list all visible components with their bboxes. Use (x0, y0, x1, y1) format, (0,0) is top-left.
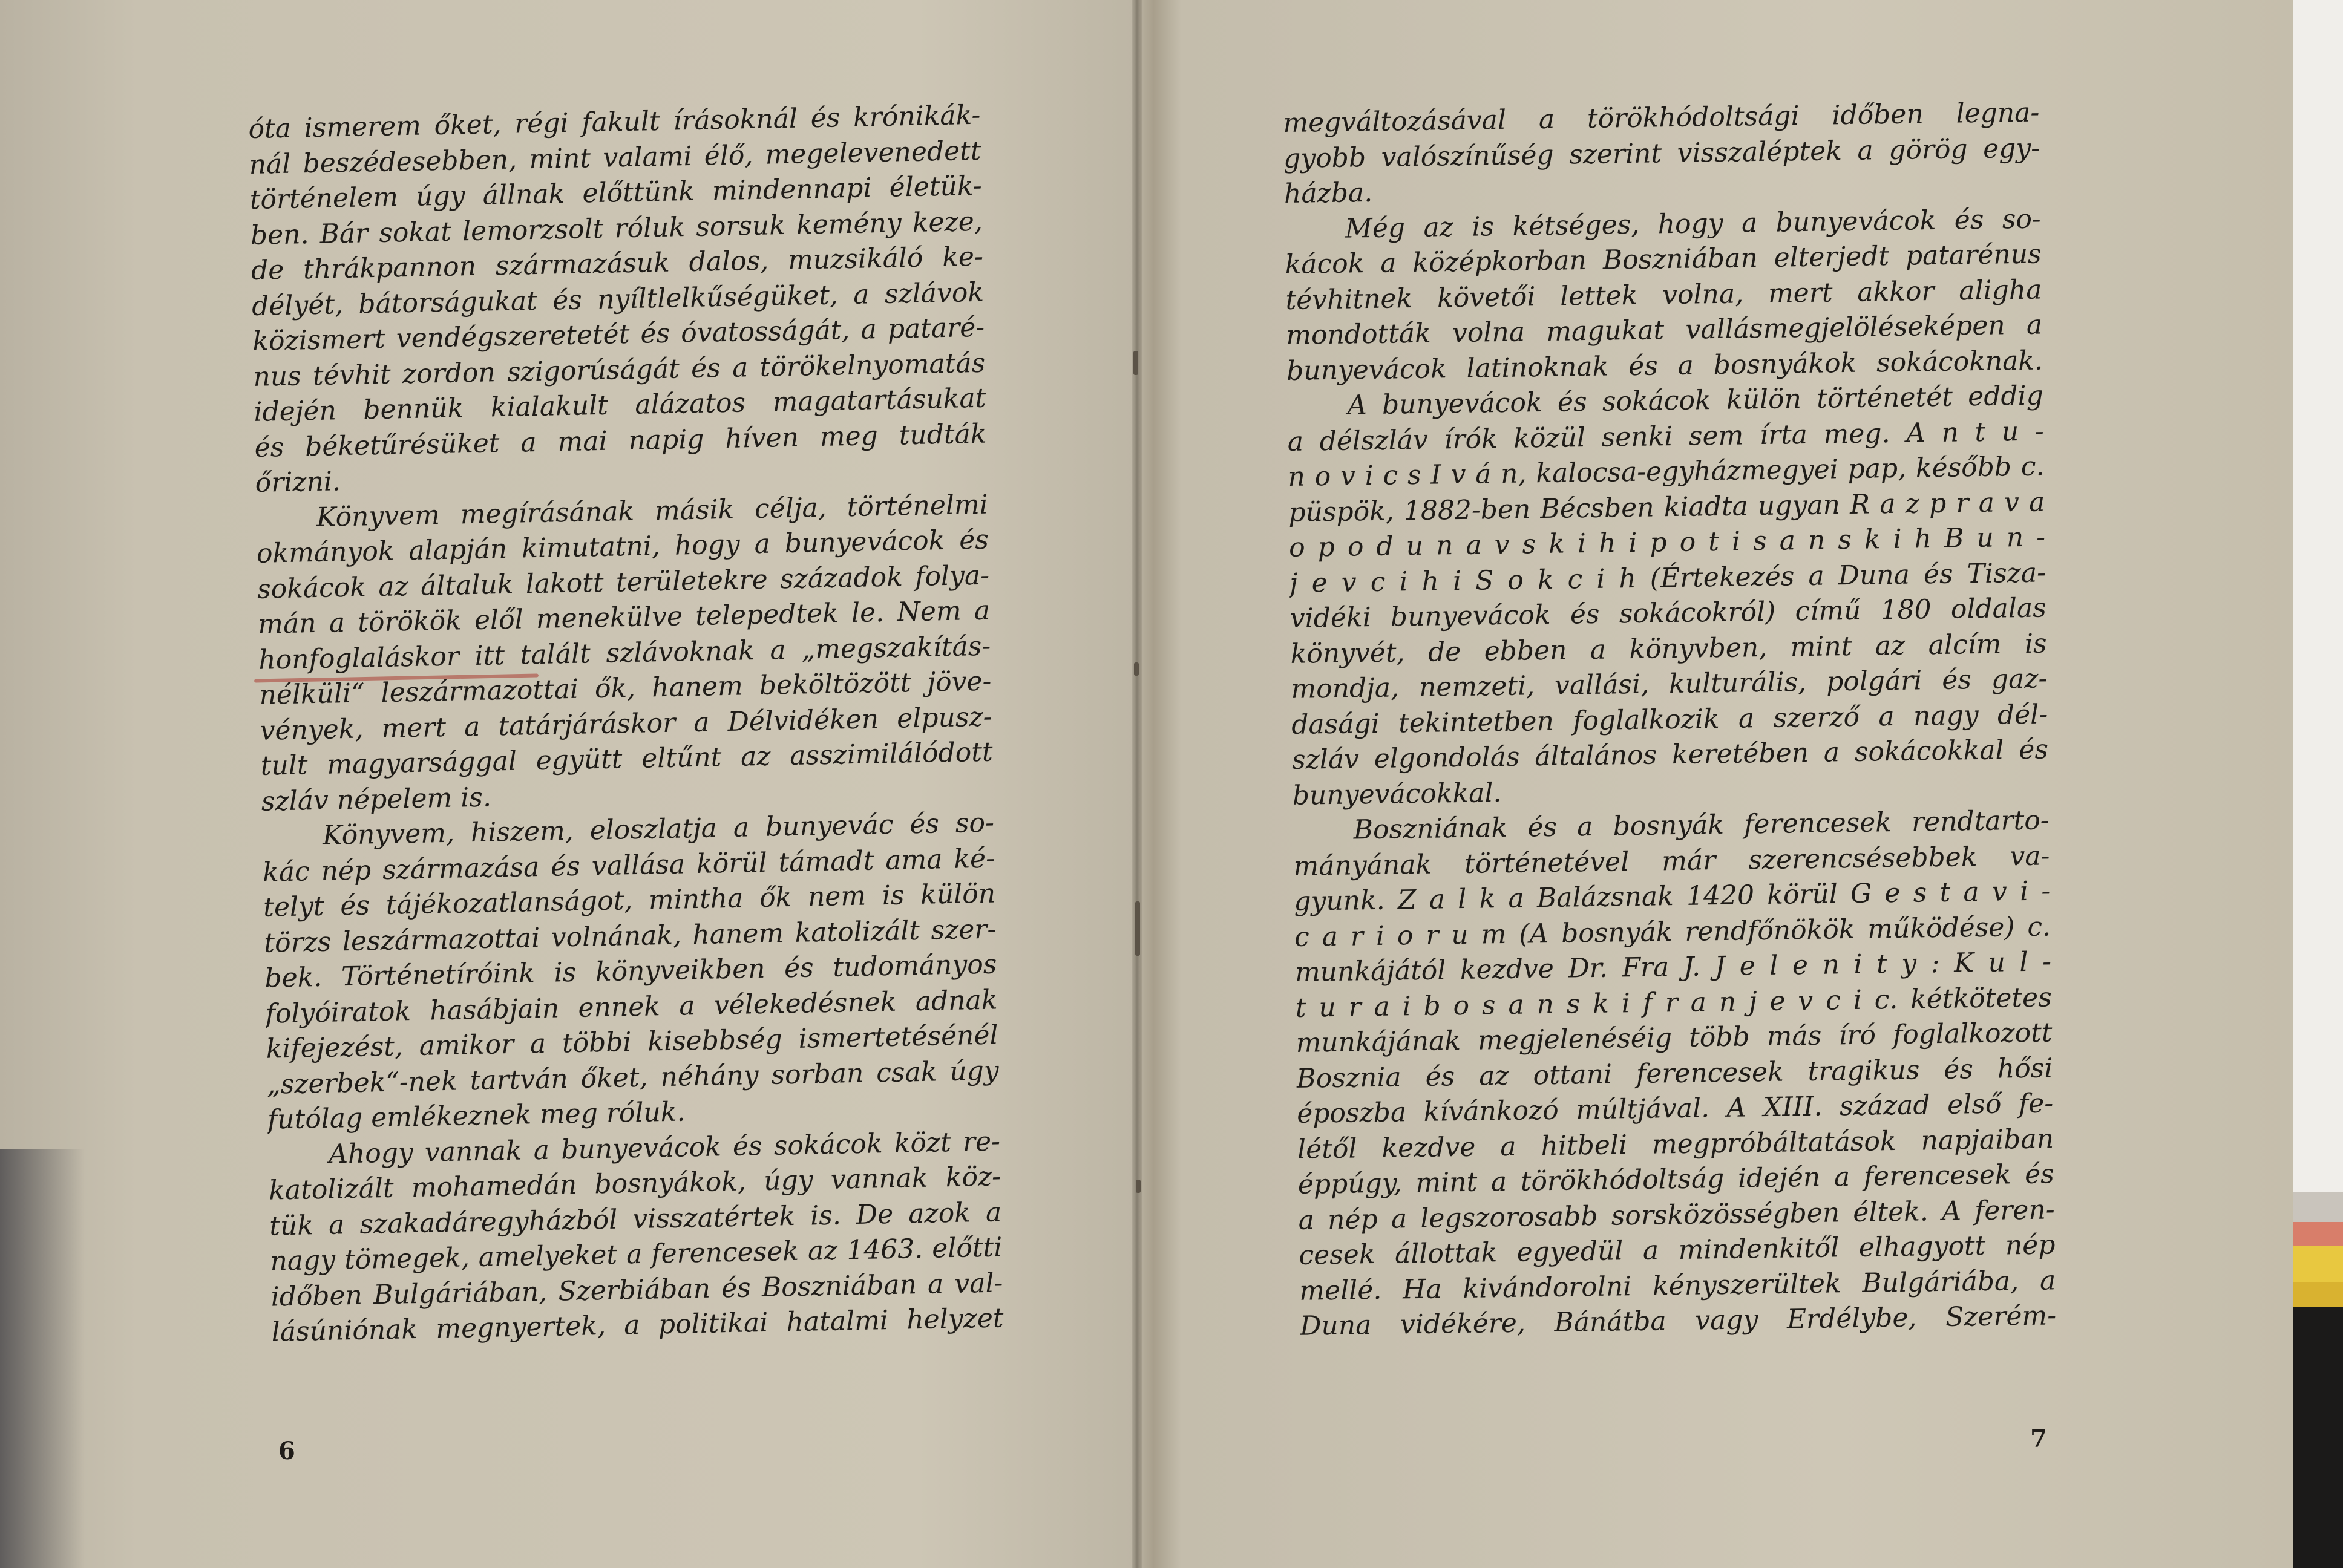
text-line: munkájától kezdve Dr. Fra J. J e l e n i t y : K u l - (1294, 946, 2052, 988)
text-line: okmányok alapján kimutatni, hogy a bunyevácok és (256, 524, 989, 569)
background-edge (2293, 0, 2343, 1568)
text-line: n o v i c s I v á n, kalocsa-egyházmegyei pap, később c. (1288, 451, 2045, 492)
text-line: éppúgy, mint a törökhódoltság idején a ferencesek és (1297, 1158, 2055, 1200)
text-line: óta ismerem őket, régi fakult írásoknál és krónikák- (248, 99, 981, 145)
spine-stitch (1135, 901, 1140, 956)
text-line: „szerbek“-nek tartván őket, néhány sorban csak úgy (266, 1054, 1000, 1100)
cover-stripe (2293, 1282, 2343, 1307)
page-number-left: 6 (278, 1437, 295, 1465)
text-line: közismert vendégszeretetét és óvatosságát, a pataré- (252, 312, 985, 357)
text-line: püspök, 1882-ben Bécsben kiadta ugyan R a z p r a v a (1288, 486, 2045, 528)
text-line: őrizni. (255, 466, 341, 498)
text-line: könyvét, de ebben a könyvben, mint az alcím is (1290, 627, 2047, 670)
text-line: honfoglaláskor itt talált szlávoknak a „megszakítás- (258, 630, 991, 676)
text-line: szláv népelem is. (261, 782, 492, 817)
text-line: ben. Bár sokat lemorzsolt róluk sorsuk kemény keze, (250, 206, 983, 251)
text-line: bunyevácok latinoknak és a bosnyákok sokácoknak. (1286, 345, 2043, 387)
text-line: folyóiratok hasábjain ennek a vélekedésnek adnak (265, 984, 998, 1030)
finger-shadow (0, 1149, 85, 1568)
cover-stripe (2293, 1246, 2343, 1282)
text-line: délyét, bátorságukat és nyíltlelkűségüket, a szlávok (251, 276, 985, 322)
text-line: nus tévhit zordon szigorúságát és a törökelnyomatás (252, 347, 986, 393)
right-page (1283, 96, 2056, 1345)
text-line: történelem úgy állnak előttünk mindennapi életük- (249, 170, 983, 215)
text-line: mán a törökök elől menekülve telepedtek le. Nem a (257, 595, 991, 640)
text-line: kifejezést, amikor a többi kisebbség ismertetésénél (266, 1019, 999, 1065)
text-line: c a r i o r u m (A bosnyák rendfőnökök működése) c. (1294, 910, 2051, 953)
page-number-right: 7 (2030, 1425, 2047, 1453)
text-line: megváltozásával a törökhódoltsági időben legna- (1283, 97, 2040, 139)
spine-stitch (1134, 662, 1139, 676)
text-line: nál beszédesebben, mint valami élő, megelevenedett (249, 135, 981, 180)
text-line: tult magyarsággal együtt eltűnt az asszimilálódott (260, 736, 994, 782)
text-line: Még az is kétséges, hogy a bunyevácok és so- (1345, 203, 2042, 244)
text-line: bunyevácokkal. (1292, 777, 1502, 811)
text-line: vények, mert a tatárjáráskor a Délvidéken elpusz- (260, 701, 992, 746)
text-line: dasági tekintetben foglalkozik a szerző a nagy dél- (1291, 698, 2048, 740)
text-line: époszba kívánkozó múltjával. A XIII. század első fe- (1296, 1088, 2054, 1129)
text-line: Könyvem, hiszem, eloszlatja a bunyevác és so- (322, 807, 995, 851)
spine-stitch (1133, 351, 1138, 375)
text-line: házba. (1283, 177, 1373, 209)
text-line: sokácok az általuk lakott területekre századok folya- (257, 560, 990, 605)
cover-stripe (2293, 0, 2343, 1192)
text-line: vidéki bunyevácok és sokácokról) című 180 oldalas (1289, 592, 2047, 634)
text-line: kácok a középkorban Boszniában elterjedt patarénus (1285, 238, 2042, 280)
text-line: időben Bulgáriában, Szerbiában és Boszniában a val- (270, 1267, 1003, 1313)
book-spine (1132, 0, 1142, 1568)
text-line: t u r a i b o s a n s k i f r a n j e v c i c. kétkötetes (1295, 981, 2053, 1024)
text-line: kác nép származása és vallása körül támadt ama ké- (262, 843, 995, 888)
text-line: tévhitnek követői lettek volna, mert akkor aligha (1285, 274, 2042, 316)
text-line: a délszláv írók közül senki sem írta meg. A n t u - (1287, 415, 2044, 457)
cover-stripe (2293, 1192, 2343, 1222)
text-line: futólag emlékeznek meg róluk. (267, 1096, 686, 1135)
text-line: nagy tömegek, amelyeket a ferencesek az 1463. előtti (269, 1232, 1003, 1277)
text-line: cesek állottak egyedül a mindenkitől elhagyott nép (1299, 1229, 2056, 1271)
text-line: mondja, nemzeti, vallási, kulturális, polgári és gaz- (1291, 663, 2048, 705)
text-line: a nép a legszorosabb sorsközösségben éltek. A feren- (1298, 1194, 2055, 1236)
text-line: nélküli“ leszármazottai ők, hanem beköltözött jöve- (259, 665, 992, 711)
spine-stitch (1136, 1180, 1141, 1193)
text-line: gyunk. Z a l k a Balázsnak 1420 körül G e s t a v i - (1294, 875, 2051, 917)
cover-stripe (2293, 1307, 2343, 1568)
text-line: Könyvem megírásának másik célja, történelmi (316, 489, 989, 533)
text-line: szláv elgondolás általános keretében a sokácokkal és (1291, 734, 2049, 776)
text-line: Duna vidékére, Bánátba vagy Erdélybe, Szerém- (1299, 1300, 2057, 1342)
text-line: bek. Történetíróink is könyveikben és tudományos (264, 949, 997, 994)
text-line: de thrákpannon származásuk dalos, muzsikáló ke- (251, 241, 984, 286)
text-line: katolizált mohamedán bosnyákok, úgy vannak köz- (268, 1161, 1001, 1206)
text-line: Bosznia és az ottani ferencesek tragikus és hősi (1296, 1052, 2053, 1094)
text-line: mondották volna magukat vallásmegjelöléseképen a (1285, 309, 2043, 351)
text-line: j e v c i h i S o k c i h (Értekezés a Duna és Tisza- (1289, 557, 2046, 599)
text-line: munkájának megjelenéséig több más író foglalkozott (1296, 1017, 2053, 1059)
text-line: o p o d u n a v s k i h i p o t i s a n s k i h B u n - (1288, 521, 2046, 563)
text-line: Boszniának és a bosnyák ferencesek rendtarto- (1353, 805, 2050, 846)
left-page (248, 98, 1004, 1350)
text-line: A bunyevácok és sokácok külön történetét eddig (1347, 380, 2044, 421)
text-line: és béketűrésüket a mai napig híven meg tudták (254, 418, 987, 463)
text-line: mellé. Ha kivándorolni kényszerültek Bulgáriába, a (1299, 1264, 2056, 1307)
cover-stripe (2293, 1222, 2343, 1246)
text-line: lásúniónak megnyertek, a politikai hatalmi helyzet (271, 1302, 1004, 1348)
text-line: törzs leszármazottai volnának, hanem katolizált szer- (263, 913, 997, 959)
text-line: idején bennük kialakult alázatos magatartásukat (254, 382, 986, 428)
text-line: tük a szakadáregyházból visszatértek is. De azok a (269, 1196, 1002, 1242)
text-line: telyt és tájékozatlanságot, mintha ők nem is külön (263, 878, 996, 923)
text-line: gyobb valószínűség szerint visszaléptek a görög egy- (1283, 132, 2040, 174)
text-line: Ahogy vannak a bunyevácok és sokácok közt re- (328, 1125, 1001, 1170)
text-line: létől kezdve a hitbeli megpróbáltatások napjaiban (1297, 1123, 2054, 1165)
text-line: mányának történetével már szerencsésebbek va- (1293, 840, 2050, 882)
